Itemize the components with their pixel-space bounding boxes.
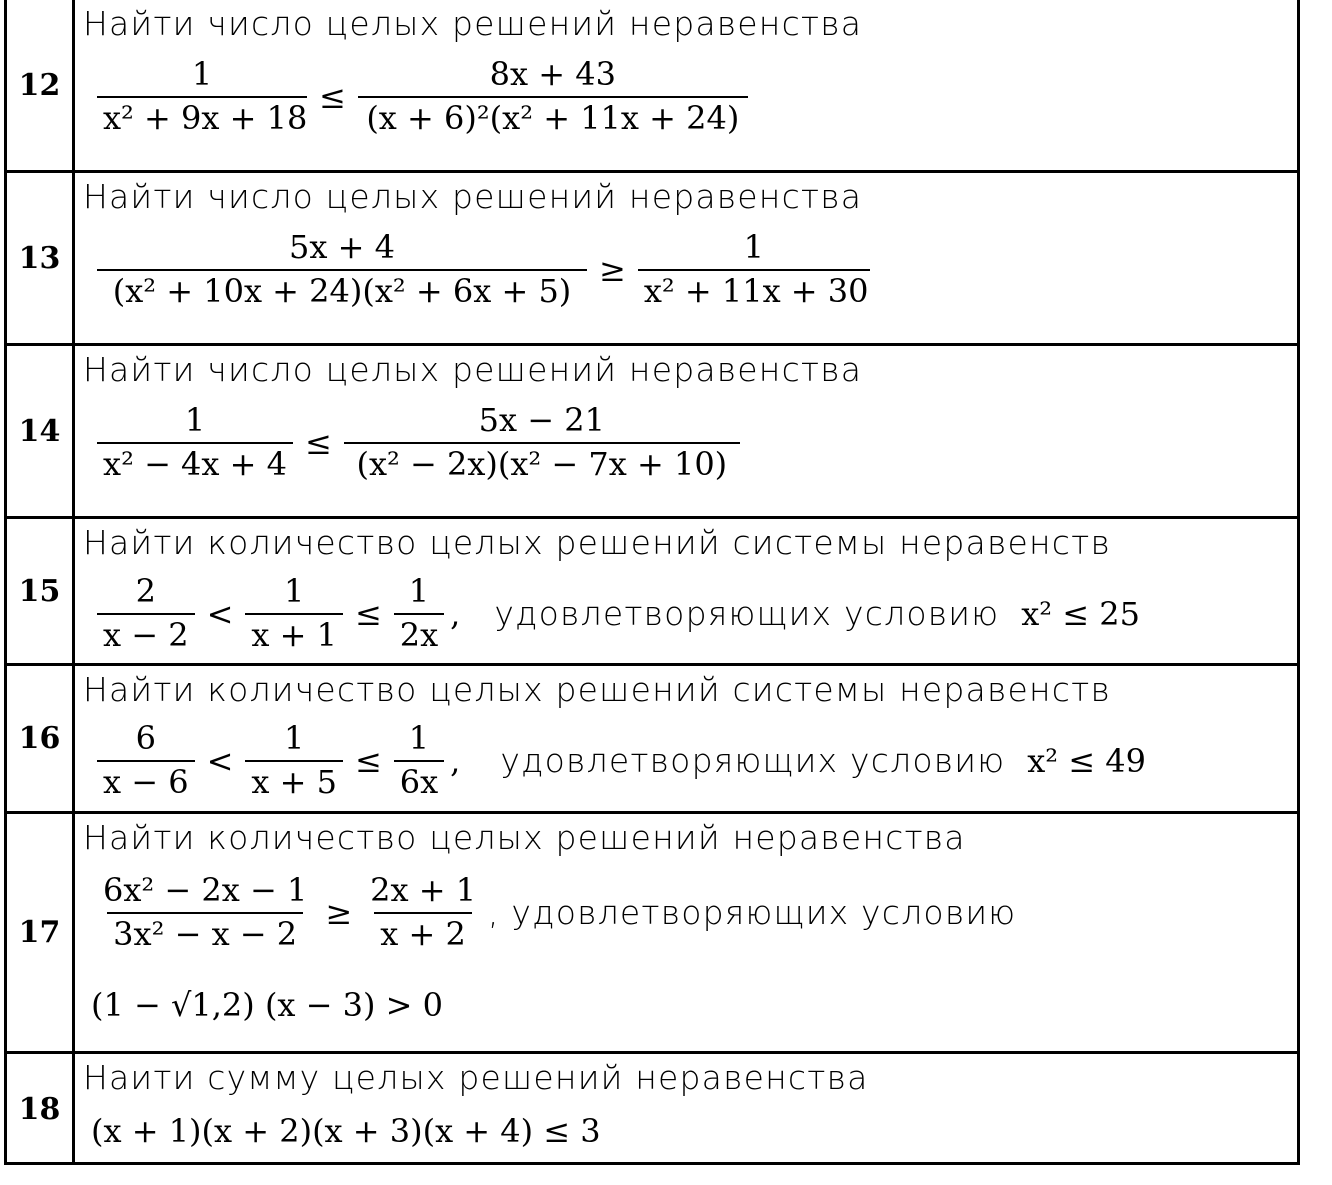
inequality [91,55,754,137]
operator: ≥ [325,893,353,932]
problem-content [79,666,1300,811]
problem-number: 17 [7,814,75,1051]
fraction [394,719,444,801]
denominator: 3x² − x − 2 [107,912,303,952]
inequality [91,871,1017,953]
table-row [7,519,1300,666]
table-row [7,173,1300,346]
problems-table [4,0,1300,1165]
problem-content [79,0,1300,170]
numerator: 6 [135,719,156,757]
fraction [394,572,444,654]
problem-number: 16 [7,666,75,811]
numerator: 1 [191,55,213,93]
problem-content [79,519,1300,663]
denominator: x + 5 [245,760,343,800]
table-row [7,1054,1300,1165]
problem-statement: Найти число целых решений неравенства [83,177,863,216]
numerator: 1 [283,572,305,610]
inequality-system [91,719,1146,801]
numerator: 6x² − 2x − 1 [103,871,308,909]
problem-statement: Найти количество целых решений неравенства [83,818,966,857]
denominator: x² − 4x + 4 [97,442,293,482]
operator: ≥ [599,250,626,289]
condition-text: удовлетворяющих условию [494,594,1000,634]
numerator: 5x + 4 [289,228,395,266]
problem-statement: Наити сумму целых решений неравенства [83,1058,869,1097]
denominator: (x + 6)²(x² + 11x + 24) [358,96,748,136]
denominator: x + 2 [374,912,472,952]
table-row [7,666,1300,814]
denominator: 2x [394,613,444,653]
problem-content [79,173,1300,343]
problem-content [79,346,1300,516]
problem-number: 14 [7,346,75,516]
condition: (1 − √1,2) (x − 3) > 0 [91,986,443,1024]
problem-statement: Найти число целых решений неравенства [83,4,863,43]
fraction [245,719,343,801]
operator: ≤ [319,77,346,116]
table-row [7,814,1300,1054]
comma: , [450,741,461,780]
denominator: x² + 9x + 18 [97,96,307,136]
operator: ≤ [305,423,332,462]
problem-statement: Найти количество целых решений системы неравенств [83,670,1111,709]
denominator: x + 1 [245,613,343,653]
numerator: 1 [283,719,305,757]
fraction [358,55,748,137]
condition: x² ≤ 49 [1027,741,1146,780]
operator: ≤ [354,594,382,633]
fraction [638,228,870,310]
fraction [344,401,740,483]
problem-statement: Найти число целых решений неравенства [83,350,863,389]
condition-text: удовлетворяющих условию [500,741,1006,781]
problem-number: 18 [7,1054,75,1165]
inequality [91,228,876,310]
problem-number: 12 [7,0,75,170]
numerator: 1 [408,719,430,757]
problem-content [79,1054,1300,1165]
fraction [97,228,587,310]
condition-text: , удовлетворяющих условию [488,893,1017,933]
fraction [364,871,482,953]
numerator: 5x − 21 [478,401,605,439]
fraction [97,719,195,801]
numerator: 8x + 43 [489,55,616,93]
numerator: 1 [408,572,430,610]
numerator: 1 [743,228,764,266]
problem-number: 15 [7,519,75,663]
inequality: (x + 1)(x + 2)(x + 3)(x + 4) ≤ 3 [91,1112,601,1150]
numerator: 2 [135,572,156,610]
operator: < [206,594,234,633]
denominator: x − 6 [97,760,195,800]
denominator: x² + 11x + 30 [638,269,870,309]
inequality-system [91,572,1140,654]
problem-number: 13 [7,173,75,343]
denominator: (x² + 10x + 24)(x² + 6x + 5) [97,269,587,309]
denominator: x − 2 [97,613,195,653]
fraction [245,572,343,654]
denominator: (x² − 2x)(x² − 7x + 10) [344,442,740,482]
denominator: 6x [394,760,444,800]
numerator: 2x + 1 [370,871,477,909]
problem-statement: Найти количество целых решений системы неравенств [83,523,1111,562]
fraction [97,55,308,137]
fraction [97,871,313,953]
operator: < [206,741,234,780]
numerator: 1 [184,401,206,439]
operator: ≤ [354,741,382,780]
fraction [97,401,293,483]
inequality [91,401,746,483]
problem-content [79,814,1300,1051]
fraction [97,572,195,654]
comma: , [450,594,461,633]
condition: x² ≤ 25 [1021,594,1140,633]
table-row [7,0,1300,173]
table-row [7,346,1300,519]
